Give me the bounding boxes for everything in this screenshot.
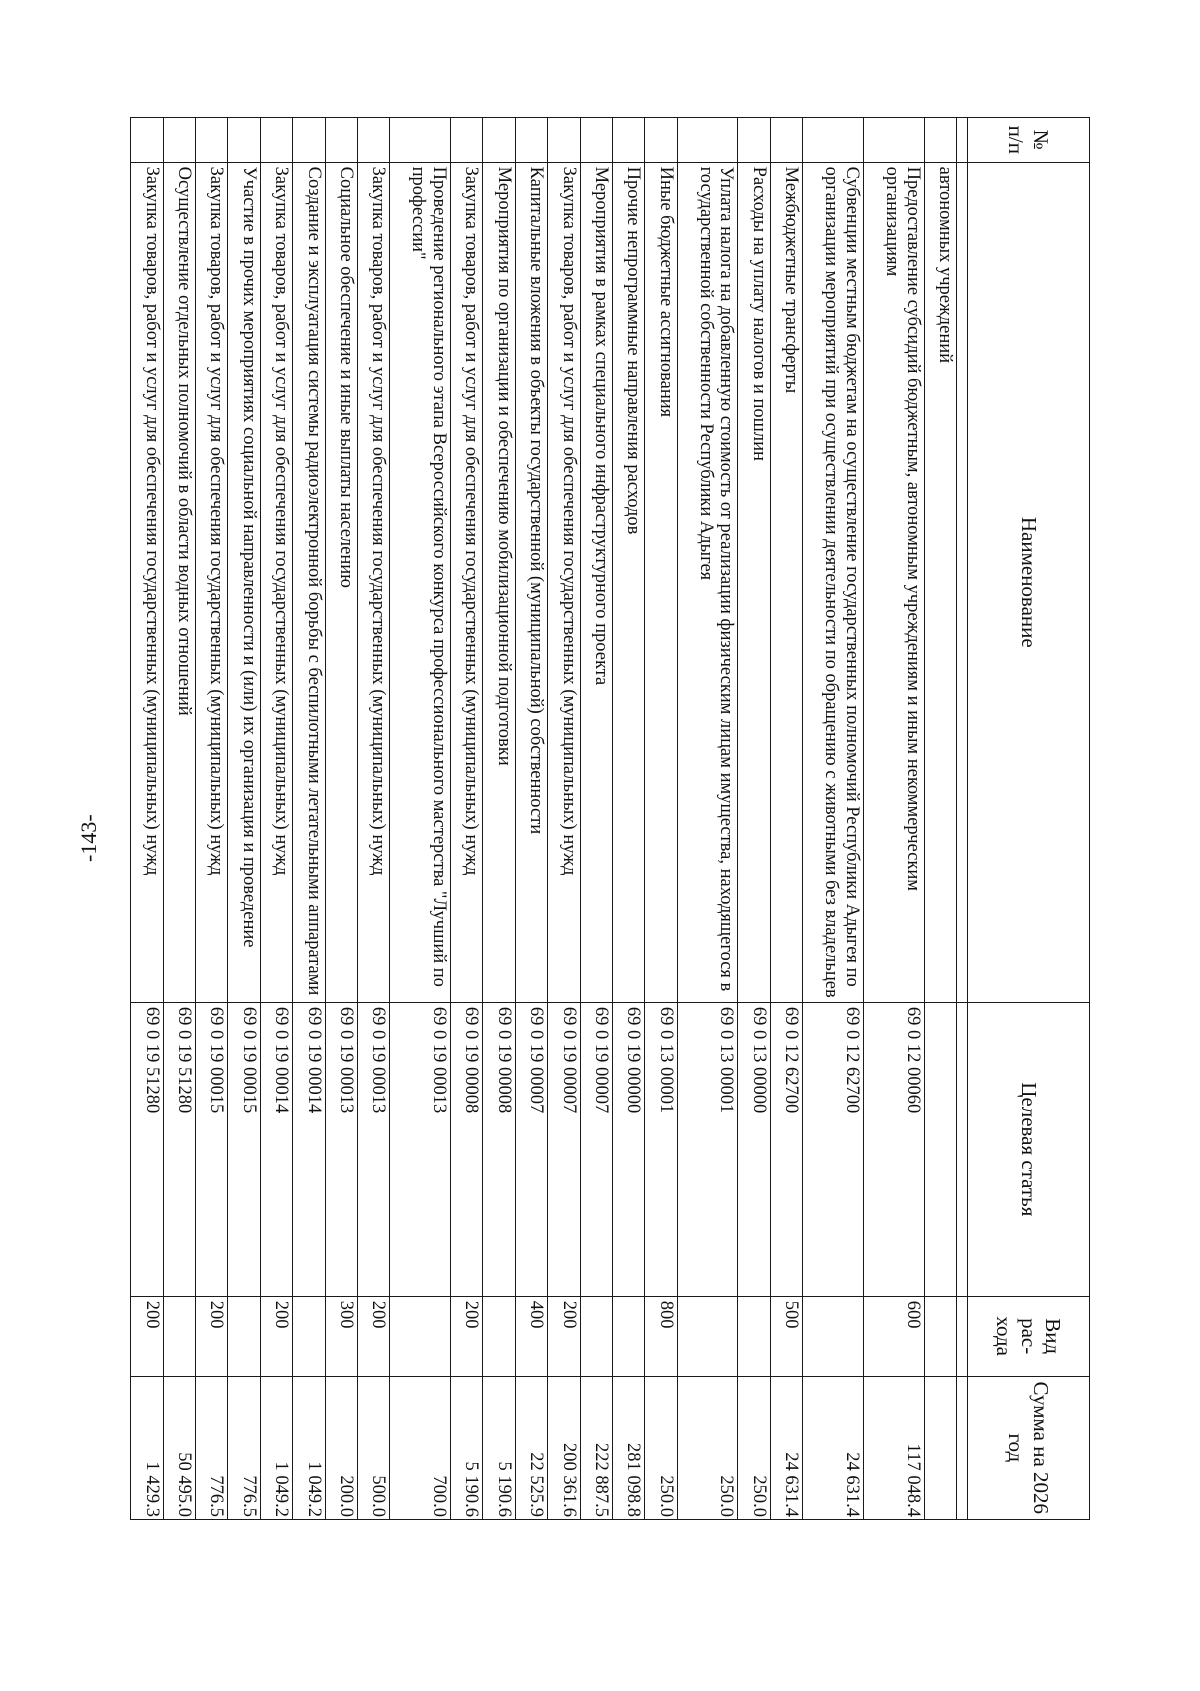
table-row	[515, 118, 547, 1520]
cell-name: Уплата налога на добавленную стоимость от реализации физическим лицам имущества, находящегося в государственной собственности Республики Адыгея	[677, 162, 738, 1002]
cell-num	[131, 118, 164, 163]
header-name: Наименование	[968, 162, 1090, 1002]
cell-sum: 117 048.4	[863, 1376, 924, 1519]
cell-num	[325, 118, 357, 163]
cell-sum: 250.0	[645, 1376, 677, 1519]
table-row	[260, 118, 292, 1520]
table-row	[863, 118, 924, 1520]
table-row	[325, 118, 357, 1520]
cell-code: 69 0 19 00013	[357, 1002, 389, 1296]
cell-code: 69 0 13 00000	[738, 1002, 770, 1296]
cell-sum: 22 525.9	[515, 1376, 547, 1519]
table-row	[548, 118, 580, 1520]
table-body	[131, 118, 968, 1520]
cell-num	[357, 118, 389, 163]
cell-num	[548, 118, 580, 163]
cell-vid	[738, 1296, 770, 1376]
cell-num	[612, 118, 644, 163]
cell-sum: 222 887.5	[580, 1376, 612, 1519]
cell-code: 69 0 19 00007	[580, 1002, 612, 1296]
cell-name: Иные бюджетные ассигнования	[645, 162, 677, 1002]
cell-num	[863, 118, 924, 163]
table-row	[196, 118, 228, 1520]
cell-vid	[612, 1296, 644, 1376]
table-row	[612, 118, 644, 1520]
cell-num	[451, 118, 483, 163]
cell-vid	[924, 1296, 956, 1376]
cell-num	[483, 118, 515, 163]
cell-code: 69 0 19 00008	[483, 1002, 515, 1296]
cell-vid	[390, 1296, 451, 1376]
cell-sum: 250.0	[677, 1376, 738, 1519]
table-row	[451, 118, 483, 1520]
table-row	[924, 118, 956, 1520]
cell-code: 69 0 19 00013	[390, 1002, 451, 1296]
cell-sum: 200 361.6	[548, 1376, 580, 1519]
table-row	[131, 118, 164, 1520]
cell-name: Проведение регионального этапа Всероссийского конкурса профессионального мастерства "Лучший по профессии"	[390, 162, 451, 1002]
table-spacer-row	[957, 118, 968, 1520]
cell-name: Закупка товаров, работ и услуг для обеспечения государственных (муниципальных) нужд	[131, 162, 164, 1002]
cell-name: Межбюджетные трансферты	[770, 162, 802, 1002]
cell-sum: 776.5	[228, 1376, 260, 1519]
cell-name: Закупка товаров, работ и услуг для обеспечения государственных (муниципальных) нужд	[260, 162, 292, 1002]
cell-vid: 400	[515, 1296, 547, 1376]
cell-num	[515, 118, 547, 163]
table-row	[580, 118, 612, 1520]
table-row	[163, 118, 195, 1520]
cell-vid	[228, 1296, 260, 1376]
cell-vid	[483, 1296, 515, 1376]
cell-code: 69 0 19 51280	[131, 1002, 164, 1296]
cell-vid: 200	[451, 1296, 483, 1376]
table-row	[645, 118, 677, 1520]
cell-name: Участие в прочих мероприятиях социальной направленности и (или) их организация и проведение	[228, 162, 260, 1002]
cell-vid	[677, 1296, 738, 1376]
cell-num	[677, 118, 738, 163]
table-row	[677, 118, 738, 1520]
header-num: № п/п	[968, 118, 1090, 163]
cell-sum: 700.0	[390, 1376, 451, 1519]
cell-name: Расходы на уплату налогов и пошлин	[738, 162, 770, 1002]
cell-code: 69 0 13 00001	[645, 1002, 677, 1296]
cell-num	[260, 118, 292, 163]
cell-code: 69 0 19 00014	[260, 1002, 292, 1296]
table-row	[770, 118, 802, 1520]
cell-num	[228, 118, 260, 163]
table-row	[357, 118, 389, 1520]
cell-code: 69 0 19 00008	[451, 1002, 483, 1296]
cell-code: 69 0 19 00014	[293, 1002, 325, 1296]
header-vid: Вид рас- хода	[968, 1296, 1090, 1376]
cell-name: Осуществление отдельных полномочий в области водных отношений	[163, 162, 195, 1002]
table-row	[293, 118, 325, 1520]
cell-code: 69 0 12 62700	[770, 1002, 802, 1296]
header-code: Целевая статья	[968, 1002, 1090, 1296]
cell-vid: 200	[196, 1296, 228, 1376]
cell-name: Закупка товаров, работ и услуг для обеспечения государственных (муниципальных) нужд	[196, 162, 228, 1002]
cell-vid	[293, 1296, 325, 1376]
cell-name: Капитальные вложения в объекты государственной (муниципальной) собственности	[515, 162, 547, 1002]
cell-num	[163, 118, 195, 163]
table-row	[228, 118, 260, 1520]
cell-name: Мероприятия в рамках специального инфраструктурного проекта	[580, 162, 612, 1002]
cell-name: Мероприятия по организации и обеспечению мобилизационной подготовки	[483, 162, 515, 1002]
cell-vid	[803, 1296, 864, 1376]
cell-num	[770, 118, 802, 163]
cell-num	[645, 118, 677, 163]
cell-name: Предоставление субсидий бюджетным, автономным учреждениям и иным некоммерческим организациям	[863, 162, 924, 1002]
cell-num	[738, 118, 770, 163]
cell-vid: 800	[645, 1296, 677, 1376]
cell-code: 69 0 19 00000	[612, 1002, 644, 1296]
cell-name: Прочие непрограммные направления расходов	[612, 162, 644, 1002]
cell-name: Закупка товаров, работ и услуг для обеспечения государственных (муниципальных) нужд	[548, 162, 580, 1002]
cell-sum: 24 631.4	[770, 1376, 802, 1519]
cell-code: 69 0 12 00060	[863, 1002, 924, 1296]
cell-sum: 500.0	[357, 1376, 389, 1519]
cell-vid: 200	[548, 1296, 580, 1376]
cell-code	[924, 1002, 956, 1296]
cell-vid	[163, 1296, 195, 1376]
table-row	[390, 118, 451, 1520]
cell-sum: 250.0	[738, 1376, 770, 1519]
cell-vid: 500	[770, 1296, 802, 1376]
cell-code: 69 0 13 00001	[677, 1002, 738, 1296]
cell-vid: 200	[260, 1296, 292, 1376]
cell-sum: 776.5	[196, 1376, 228, 1519]
cell-sum: 24 631.4	[803, 1376, 864, 1519]
cell-name: Закупка товаров, работ и услуг для обеспечения государственных (муниципальных) нужд	[451, 162, 483, 1002]
cell-name: Закупка товаров, работ и услуг для обеспечения государственных (муниципальных) нужд	[357, 162, 389, 1002]
cell-vid: 200	[131, 1296, 164, 1376]
cell-code: 69 0 12 62700	[803, 1002, 864, 1296]
cell-name: автономных учреждений	[924, 162, 956, 1002]
cell-name: Создание и эксплуатация системы радиоэлектронной борьбы с беспилотными летательными аппаратами	[293, 162, 325, 1002]
cell-vid: 600	[863, 1296, 924, 1376]
cell-code: 69 0 19 00015	[228, 1002, 260, 1296]
cell-num	[580, 118, 612, 163]
cell-sum: 200.0	[325, 1376, 357, 1519]
cell-code: 69 0 19 00013	[325, 1002, 357, 1296]
cell-sum: 1 049.2	[260, 1376, 292, 1519]
cell-vid: 300	[325, 1296, 357, 1376]
cell-code: 69 0 19 00007	[515, 1002, 547, 1296]
cell-sum	[924, 1376, 956, 1519]
cell-sum: 50 495.0	[163, 1376, 195, 1519]
cell-vid: 200	[357, 1296, 389, 1376]
cell-sum: 1 049.2	[293, 1376, 325, 1519]
budget-table	[130, 117, 1090, 1520]
cell-name: Социальное обеспечение и иные выплаты населению	[325, 162, 357, 1002]
cell-vid	[580, 1296, 612, 1376]
header-sum: Сумма на 2026 год	[968, 1376, 1090, 1519]
cell-code: 69 0 19 00007	[548, 1002, 580, 1296]
cell-num	[196, 118, 228, 163]
page-number: -143-	[76, 814, 101, 862]
cell-num	[390, 118, 451, 163]
cell-num	[293, 118, 325, 163]
cell-code: 69 0 19 51280	[163, 1002, 195, 1296]
cell-sum: 5 190.6	[483, 1376, 515, 1519]
table-row	[483, 118, 515, 1520]
cell-num	[803, 118, 864, 163]
table-header-row	[968, 118, 1090, 1520]
cell-num	[924, 118, 956, 163]
cell-sum: 1 429.3	[131, 1376, 164, 1519]
cell-sum: 281 098.8	[612, 1376, 644, 1519]
cell-sum: 5 190.6	[451, 1376, 483, 1519]
cell-code: 69 0 19 00015	[196, 1002, 228, 1296]
table-row	[738, 118, 770, 1520]
table-row	[803, 118, 864, 1520]
budget-table-rotated	[130, 117, 1090, 1520]
cell-name: Субвенции местным бюджетам на осуществление государственных полномочий Республики Адыгея по организации мероприятий при осуществлении деятельности по обращению с животными без владельцев	[803, 162, 864, 1002]
